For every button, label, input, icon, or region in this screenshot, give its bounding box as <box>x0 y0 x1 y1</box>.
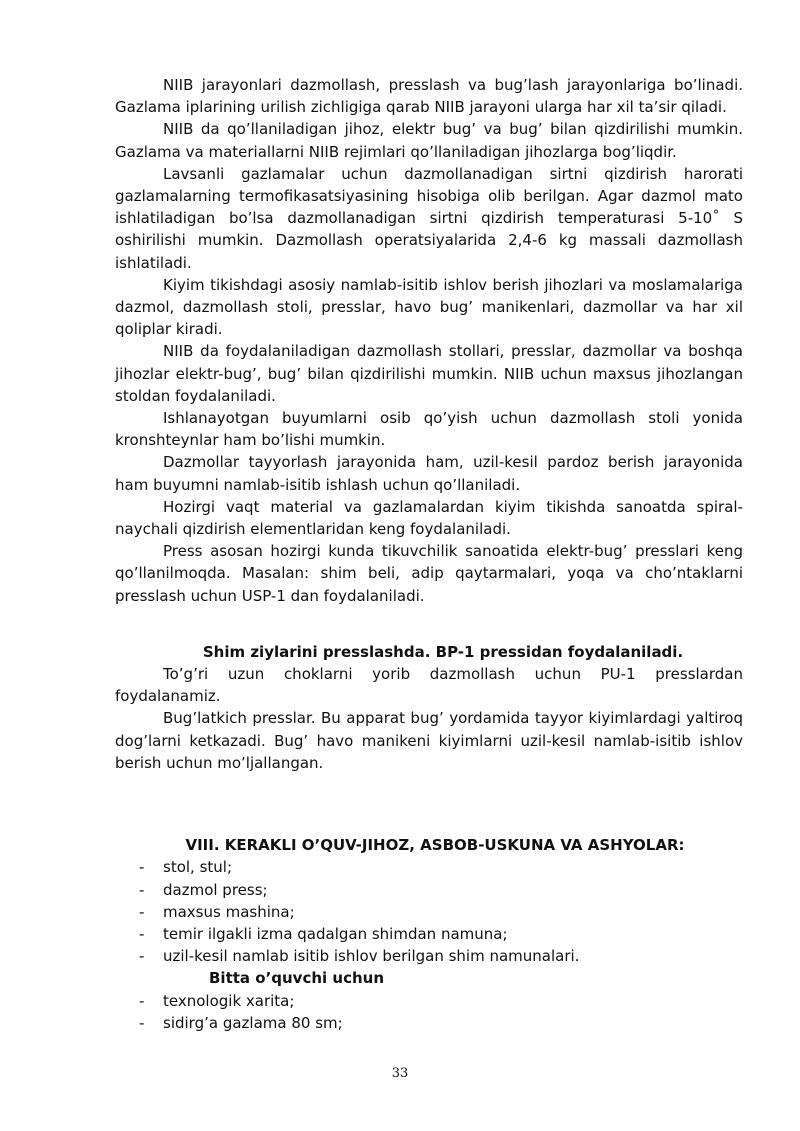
list-item-text: maxsus mashina; <box>163 902 295 921</box>
list-item-text: uzil-kesil namlab isitib ishlov berilgan shim namunalari. <box>163 947 580 966</box>
list-item-text: temir ilgakli izma qadalgan shimdan namuna; <box>163 924 508 943</box>
page-number: 33 <box>391 1066 409 1081</box>
list-item <box>115 856 743 878</box>
paragraph: To’g’ri uzun choklarni yorib dazmollash uchun PU-1 presslardan foydalanamiz. <box>115 665 743 706</box>
list-item <box>115 1012 743 1034</box>
list-item <box>115 945 743 967</box>
document-page <box>115 74 743 1034</box>
paragraph: Press asosan hozirgi kunda tikuvchilik sanoatida elektr-bug’ presslari keng qo’llanilmoqda. Masalan: shim beli, adip qaytarmalari, yoqa va cho’ntaklarni presslash uchun USP-1 dan foydalaniladi. <box>115 542 743 605</box>
dash-bullet: - <box>139 858 145 877</box>
list-item-text: stol, stul; <box>163 858 233 877</box>
dash-bullet: - <box>139 880 145 899</box>
paragraph: NIIB da foydalaniladigan dazmollash stollari, presslar, dazmollar va boshqa jihozlar elektr-bug’, bug’ bilan qizdirilishi mumkin. NIIB uchun maxsus jihozlangan stoldan foydalaniladi. <box>115 342 743 405</box>
spacer <box>115 774 743 834</box>
paragraph: Dazmollar tayyorlash jarayonida ham, uzil-kesil pardoz berish jarayonida ham buyumni namlab-isitib ishlash uchun qo’llaniladi. <box>115 453 743 494</box>
paragraph: Hozirgi vaqt material va gazlamalardan kiyim tikishda sanoatda spiral-naychali qizdirish elementlaridan keng foydalaniladi. <box>115 497 743 539</box>
section-heading: Shim ziylarini presslashda. BP-1 pressidan foydalaniladi. <box>202 642 684 661</box>
paragraph: NIIB jarayonlari dazmollash, presslash va bug’lash jarayonlariga bo’linadi. Gazlama iplarining urilish zichligiga qarab NIIB jarayoni ularga har xil ta’sir qiladi. <box>115 76 743 117</box>
student-materials-list <box>115 990 743 1034</box>
list-item <box>115 901 743 923</box>
paragraph: Ishlanayotgan buyumlarni osib qo’yish uchun dazmollash stoli yonida kronshteynlar ham bo’lishi mumkin. <box>115 409 743 450</box>
paragraph: NIIB da qo’llaniladigan jihoz, elektr bug’ va bug’ bilan qizdirilishi mumkin. Gazlama va materiallarni NIIB rejimlari qo’llaniladigan jihozlarga bog’liqdir. <box>115 120 743 161</box>
dash-bullet: - <box>139 1013 145 1032</box>
list-item-text: sidirg’a gazlama 80 sm; <box>163 1013 343 1032</box>
chapter-heading: VIII. KERAKLI O’QUV-JIHOZ, ASBOB-USKUNA VA ASHYOLAR: <box>185 836 685 855</box>
list-item <box>115 879 743 901</box>
list-subheading: Bitta o’quvchi uchun <box>209 969 384 988</box>
list-item <box>115 923 743 945</box>
spacer <box>115 607 743 641</box>
list-item-text: dazmol press; <box>163 880 268 899</box>
dash-bullet: - <box>139 902 145 921</box>
dash-bullet: - <box>139 991 145 1010</box>
dash-bullet: - <box>139 924 145 943</box>
paragraph: Lavsanli gazlamalar uchun dazmollanadigan sirtni qizdirish harorati gazlamalarning termofikasatsiyasining hisobiga olib berilgan. Agar dazmol mato ishlatiladigan bo’lsa dazmollanadigan sirtni qizdirish temperaturasi 5-10˚ S oshirilishi mumkin. Dazmollash operatsiyalarida 2,4-6 kg massali dazmollash ishlatiladi. <box>115 164 743 272</box>
list-item-text: texnologik xarita; <box>163 991 295 1010</box>
paragraph: Kiyim tikishdagi asosiy namlab-isitib ishlov berish jihozlari va moslamalariga dazmol, dazmollash stoli, presslar, havo bug’ manikenlari, dazmollar va har xil qoliplar kiradi. <box>115 275 743 339</box>
equipment-list <box>115 856 743 967</box>
list-item <box>115 990 743 1012</box>
dash-bullet: - <box>139 947 145 966</box>
paragraph: Bug’latkich presslar. Bu apparat bug’ yordamida tayyor kiyimlardagi yaltiroq dog’larni ketkazadi. Bug’ havo manikeni kiyimlarni uzil-kesil namlab-isitib ishlov berish uchun mo’ljallangan. <box>115 709 743 772</box>
